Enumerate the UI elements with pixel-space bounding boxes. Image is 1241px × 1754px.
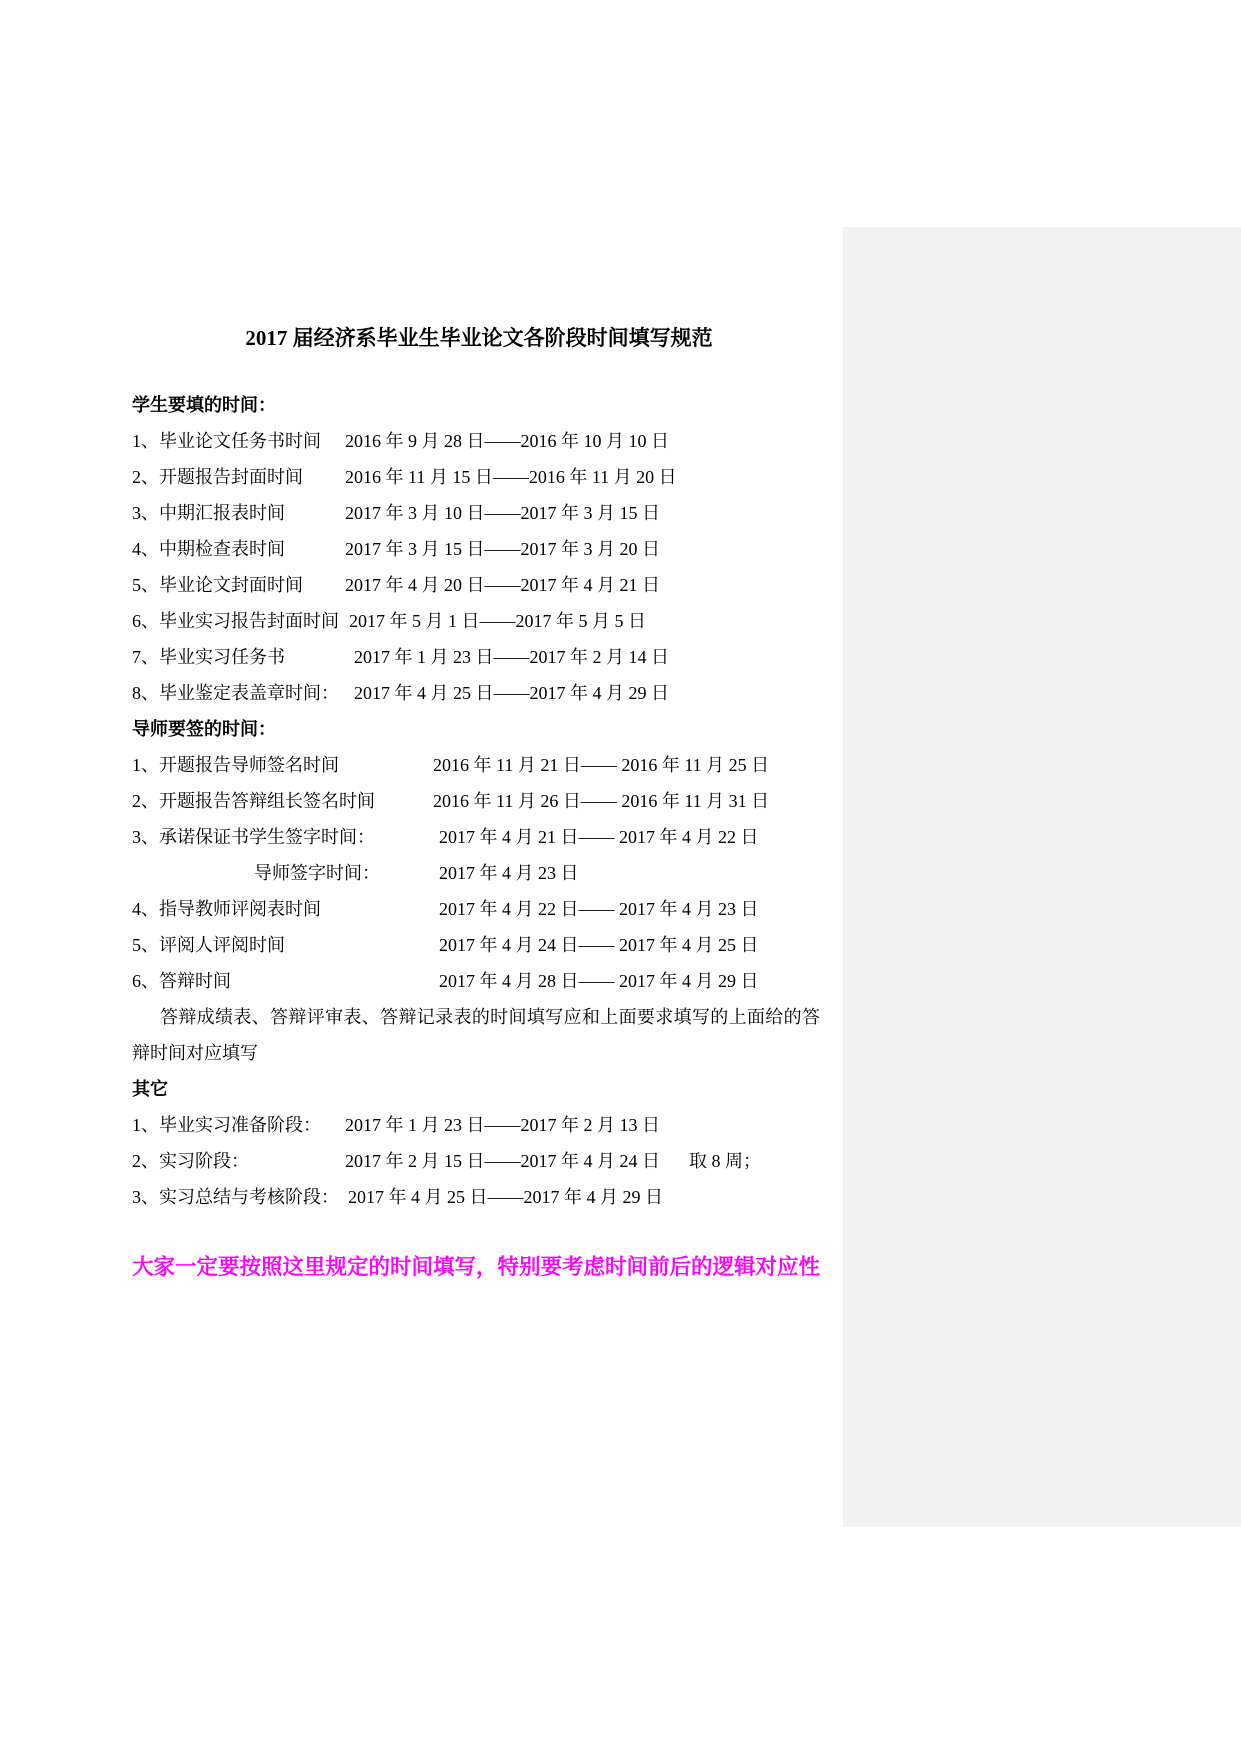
item-label: 6、答辩时间 [132,971,231,991]
advisor-item [132,783,826,819]
item-label: 导师签字时间： [254,863,380,883]
document-title: 2017 届经济系毕业生毕业论文各阶段时间填写规范 [245,326,713,350]
advisor-item [132,819,826,855]
other-section-heading: 其它 [132,1079,168,1099]
item-label: 5、毕业论文封面时间 [132,575,303,595]
item-label: 3、承诺保证书学生签字时间： [132,827,375,847]
item-date: 2017 年 4 月 20 日——2017 年 4 月 21 日 [345,575,660,595]
advisor-subitem [132,855,826,891]
item-date: 2017 年 1 月 23 日——2017 年 2 月 13 日 [345,1115,660,1135]
item-date: 2016 年 9 月 28 日——2016 年 10 月 10 日 [345,431,669,451]
advisor-item [132,963,826,999]
student-item [132,567,826,603]
item-label: 7、毕业实习任务书 [132,647,285,667]
advisor-section-heading: 导师要签的时间： [132,719,276,739]
item-label: 2、开题报告封面时间 [132,467,303,487]
item-label: 4、中期检查表时间 [132,539,285,559]
document-body [132,387,826,1285]
advisor-item [132,747,826,783]
item-label: 5、评阅人评阅时间 [132,935,285,955]
advisor-item [132,927,826,963]
item-date: 2017 年 4 月 25 日——2017 年 4 月 29 日 [354,683,669,703]
advisor-note: 答辩成绩表、答辩评审表、答辩记录表的时间填写应和上面要求填写的上面给的答辩时间对应填写 [132,1007,820,1063]
item-date: 2017 年 4 月 22 日—— 2017 年 4 月 23 日 [439,899,759,919]
reminder-text: 大家一定要按照这里规定的时间填写，特别要考虑时间前后的逻辑对应性 [132,1255,821,1279]
item-date: 2017 年 4 月 25 日——2017 年 4 月 29 日 [348,1187,663,1207]
student-item [132,639,826,675]
item-label: 1、开题报告导师签名时间 [132,755,339,775]
comment-pane [843,227,1241,1527]
item-label: 1、毕业论文任务书时间 [132,431,321,451]
item-label: 6、毕业实习报告封面时间 [132,611,339,631]
item-date: 2017 年 4 月 28 日—— 2017 年 4 月 29 日 [439,971,759,991]
other-item [132,1143,826,1179]
item-date: 2017 年 4 月 23 日 [439,863,579,883]
student-item [132,459,826,495]
item-date: 2016 年 11 月 21 日—— 2016 年 11 月 25 日 [433,755,770,775]
item-date: 2016 年 11 月 15 日——2016 年 11 月 20 日 [345,467,677,487]
item-label: 4、指导教师评阅表时间 [132,899,321,919]
student-item [132,423,826,459]
student-section-heading: 学生要填的时间： [132,395,276,415]
student-item [132,495,826,531]
item-date: 2017 年 5 月 1 日——2017 年 5 月 5 日 [349,611,646,631]
student-item [132,531,826,567]
item-label: 3、中期汇报表时间 [132,503,285,523]
item-label: 8、毕业鉴定表盖章时间： [132,683,339,703]
item-date: 2017 年 1 月 23 日——2017 年 2 月 14 日 [354,647,669,667]
item-label: 2、开题报告答辩组长签名时间 [132,791,375,811]
student-item [132,603,826,639]
other-item [132,1107,826,1143]
item-extra-note: 取 8 周； [689,1151,761,1171]
item-date: 2017 年 4 月 24 日—— 2017 年 4 月 25 日 [439,935,759,955]
item-date: 2017 年 4 月 21 日—— 2017 年 4 月 22 日 [439,827,759,847]
item-label: 1、毕业实习准备阶段： [132,1115,321,1135]
item-label: 3、实习总结与考核阶段： [132,1187,339,1207]
other-item [132,1179,826,1215]
advisor-item [132,891,826,927]
item-date: 2017 年 3 月 10 日——2017 年 3 月 15 日 [345,503,660,523]
item-date: 2017 年 3 月 15 日——2017 年 3 月 20 日 [345,539,660,559]
student-item [132,675,826,711]
item-date: 2016 年 11 月 26 日—— 2016 年 11 月 31 日 [433,791,770,811]
item-date: 2017 年 2 月 15 日——2017 年 4 月 24 日 [345,1151,660,1171]
item-label: 2、实习阶段： [132,1151,249,1171]
